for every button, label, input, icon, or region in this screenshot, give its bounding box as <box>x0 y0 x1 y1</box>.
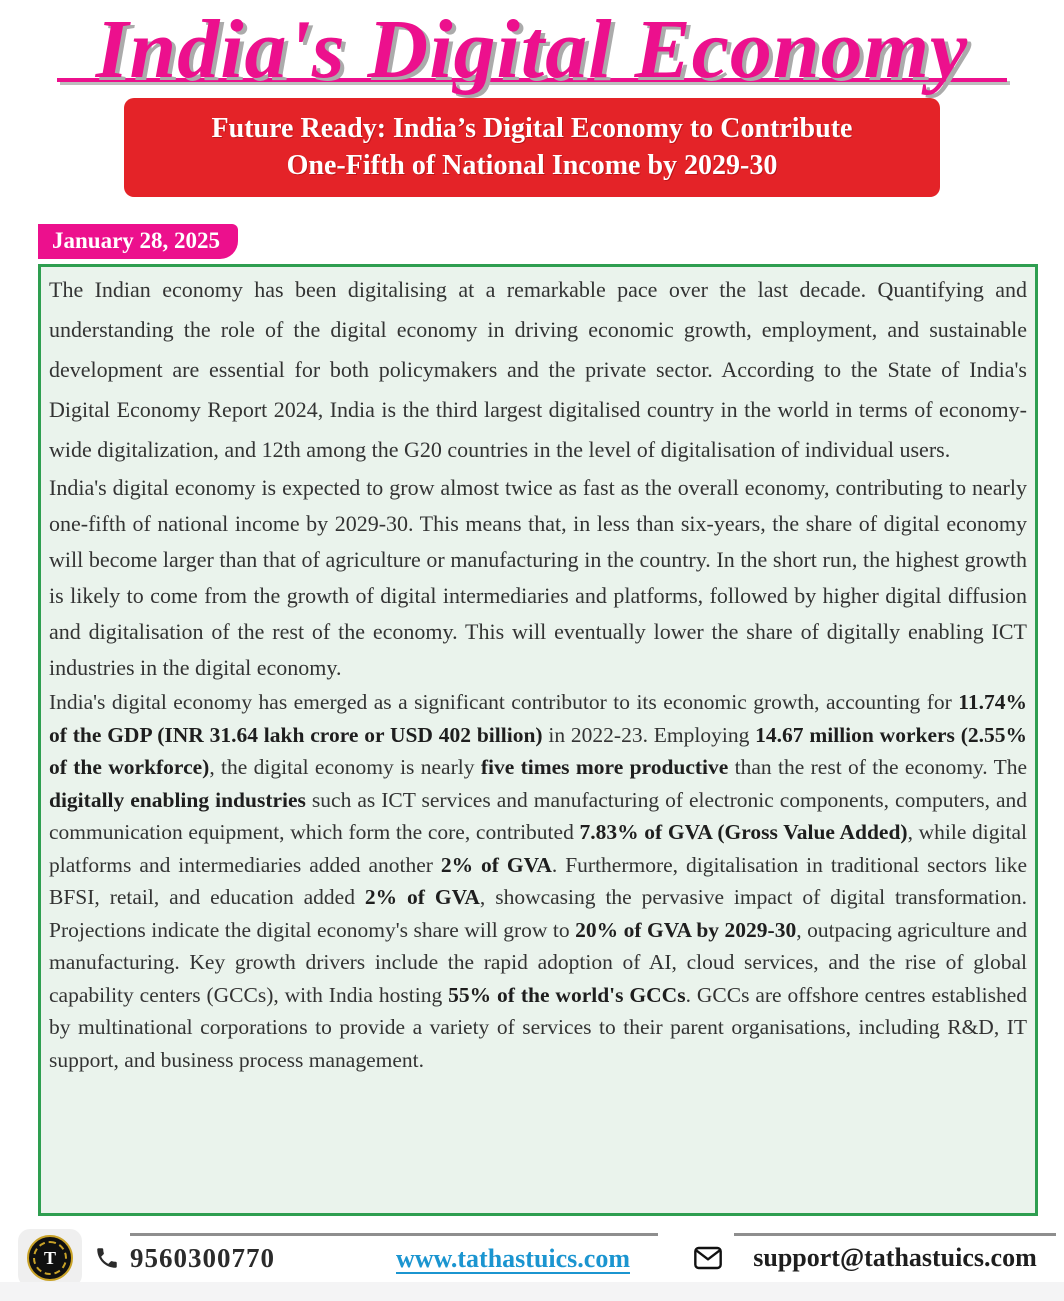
headline-line1: Future Ready: India’s Digital Economy to Contribute <box>211 113 853 144</box>
logo-badge-icon <box>27 1235 73 1281</box>
phone-number: 9560300770 <box>130 1242 275 1273</box>
headline-banner <box>124 98 940 197</box>
phone-icon <box>94 1245 120 1271</box>
email-group <box>734 1233 1056 1273</box>
paragraph: India's digital economy is expected to grow almost twice as fast as the overall economy, contributing to nearly one-fifth of national income by 2029-30. This means that, in less than six-years, the share of digital economy will become larger than that of agriculture or manufacturing in the country. In the short run, the highest growth is likely to come from the growth of digital intermediaries and platforms, followed by higher digital diffusion and digitalisation of the rest of the economy. This will eventually lower the share of digitally enabling ICT industries in the digital economy. <box>49 475 1027 680</box>
email-address: support@tathastuics.com <box>753 1243 1037 1272</box>
logo-letter: T <box>43 1247 56 1268</box>
bottom-bar <box>0 1282 1064 1301</box>
logo-laurel-ring <box>33 1241 67 1275</box>
article-body <box>38 264 1038 1216</box>
brand-logo <box>18 1229 82 1287</box>
contact-group <box>130 1233 658 1274</box>
paragraph: India's digital economy has emerged as a significant contributor to its economic growth, accounting for 11.74% of the GDP (INR 31.64 lakh crore or USD 402 billion) in 2022-23. Employing 14.67 million workers (2.55% of the workforce), the digital economy is nearly five times more productive than the rest of the economy. The digitally enabling industries such as ICT services and manufacturing of electronic components, computers, and communication equipment, which form the core, contributed 7.83% of GVA (Gross Value Added), while digital platforms and intermediaries added another 2% of GVA. Furthermore, digitalisation in traditional sectors like BFSI, retail, and education added 2% of GVA, showcasing the pervasive impact of digital transformation. Projections indicate the digital economy's share will grow to 20% of GVA by 2029-30, outpacing agriculture and manufacturing. Key growth drivers include the rapid adoption of AI, cloud services, and the rise of global capability centers (GCCs), with India hosting 55% of the world's GCCs. GCCs are offshore centres established by multinational corporations to provide a variety of services to their parent organisations, including R&D, IT support, and business process management. <box>49 690 1028 1072</box>
headline-line2: One-Fifth of National Income by 2029-30 <box>286 150 778 181</box>
date-badge: January 28, 2025 <box>38 224 238 259</box>
email-icon <box>692 1242 724 1274</box>
website-link[interactable]: www.tathastuics.com <box>396 1243 630 1273</box>
page-title: India's Digital Economy <box>95 3 969 96</box>
page-header <box>0 0 1064 197</box>
paragraph: The Indian economy has been digitalising at a remarkable pace over the last decade. Quantifying and understanding the role of the digital economy in driving economic growth, employment, and sustainable development are essential for both policymakers and the private sector. According to the State of India's Digital Economy Report 2024, India is the third largest digitalised country in the world in terms of economy-wide digitalization, and 12th among the G20 countries in the level of digitalisation of individual users. <box>49 277 1027 462</box>
